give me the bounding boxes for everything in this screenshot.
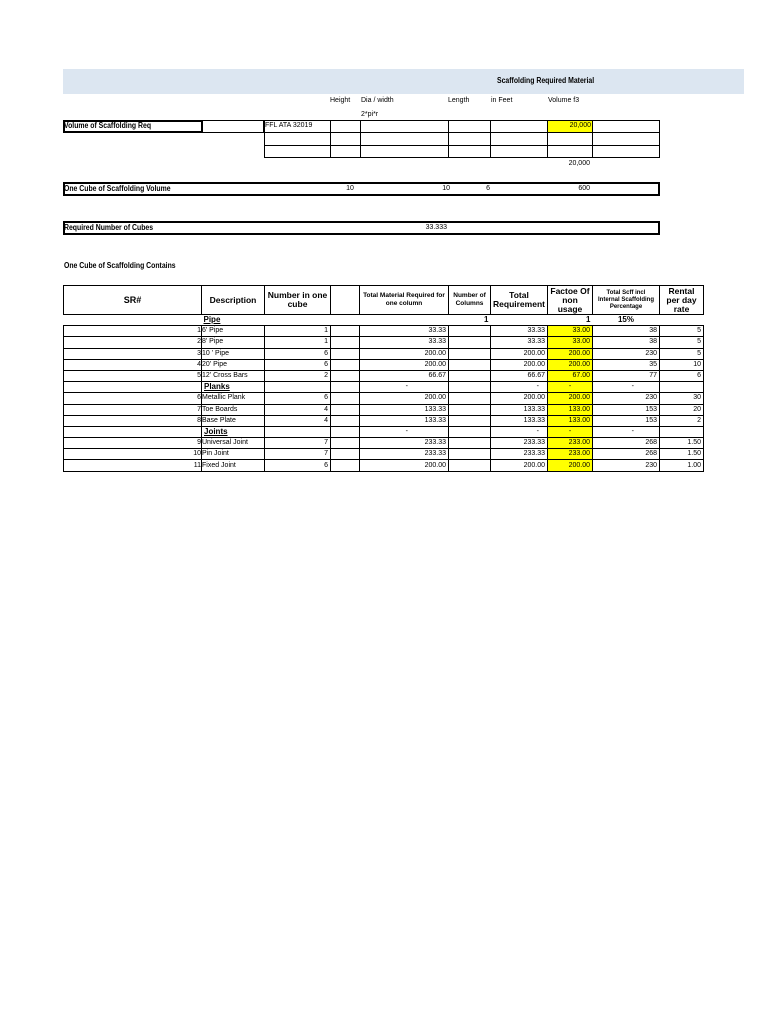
blank-cell <box>490 132 548 146</box>
header-total-requirement: Total Requirement <box>491 286 548 315</box>
table-row <box>64 449 704 460</box>
columns-cell <box>449 449 491 460</box>
header-total-material: Total Material Required for one column <box>360 286 449 315</box>
blank-cell <box>448 145 491 158</box>
section-cell <box>491 315 548 326</box>
blank-cell <box>330 145 361 158</box>
total-cell: 133.33 <box>491 404 548 415</box>
columns-cell <box>449 337 491 348</box>
material-cell: 200.00 <box>360 359 449 370</box>
rental-cell: 5 <box>660 348 704 359</box>
dash-cell: - <box>491 382 548 393</box>
blank-cell <box>547 145 593 158</box>
section-cell <box>660 382 704 393</box>
section-cell <box>265 382 331 393</box>
number-cell: 7 <box>265 438 331 449</box>
section-cell <box>449 382 491 393</box>
header-number-in-cube: Number in one cube <box>265 286 331 315</box>
cube-height: 10 <box>346 185 354 192</box>
columns-cell <box>449 348 491 359</box>
dash-cell: - <box>548 426 593 437</box>
blank-cell <box>331 449 360 460</box>
section-cell <box>331 382 360 393</box>
sr-cell: 1 <box>64 326 202 337</box>
rental-cell: 5 <box>660 326 704 337</box>
blank-cell <box>331 404 360 415</box>
scff-cell: 38 <box>593 326 660 337</box>
cubes-value: 33.333 <box>425 224 447 231</box>
rental-cell: 5 <box>660 337 704 348</box>
section-cell <box>64 315 202 326</box>
dash-cell: - <box>548 382 593 393</box>
blank-cell <box>264 132 331 146</box>
table-row <box>64 359 704 370</box>
rental-cell: 1.00 <box>660 460 704 471</box>
dash-cell: - <box>360 382 449 393</box>
total-cell: 33.33 <box>491 337 548 348</box>
blank-cell <box>490 145 548 158</box>
col-height-label: Height <box>330 97 351 104</box>
blank-cell <box>360 132 449 146</box>
total-cell: 200.00 <box>491 359 548 370</box>
section-name: Pipe <box>202 315 265 326</box>
total-cell: 200.00 <box>491 460 548 471</box>
section-percent: 15% <box>593 315 660 326</box>
material-cell: 200.00 <box>360 393 449 404</box>
scff-cell: 268 <box>593 438 660 449</box>
header-description: Description <box>202 286 265 315</box>
col-dia-sub-label: 2*pi*r <box>361 111 379 118</box>
page-title: Scaffolding Required Material <box>497 76 595 85</box>
factor-cell: 233.00 <box>548 438 593 449</box>
blank-cell <box>360 145 449 158</box>
section-cell <box>265 315 331 326</box>
table-row <box>64 393 704 404</box>
scff-cell: 153 <box>593 404 660 415</box>
total-cell: 233.33 <box>491 449 548 460</box>
table-row <box>64 348 704 359</box>
materials-table <box>63 285 704 472</box>
material-cell: 200.00 <box>360 460 449 471</box>
section-cell <box>265 426 331 437</box>
section-row <box>64 426 704 437</box>
scff-cell: 230 <box>593 348 660 359</box>
description-cell: Toe Boards <box>202 404 265 415</box>
number-cell: 1 <box>265 337 331 348</box>
sr-cell: 7 <box>64 404 202 415</box>
factor-cell: 133.00 <box>548 415 593 426</box>
blank-cell <box>331 393 360 404</box>
rental-cell: 1.50 <box>660 438 704 449</box>
columns-cell <box>449 393 491 404</box>
blank-cell <box>331 348 360 359</box>
material-cell: 133.33 <box>360 404 449 415</box>
sr-cell: 10 <box>64 449 202 460</box>
cube-length: 6 <box>486 185 490 192</box>
scff-cell: 230 <box>593 393 660 404</box>
number-cell: 2 <box>265 370 331 381</box>
volume-total: 20,000 <box>568 160 590 167</box>
material-cell: 33.33 <box>360 337 449 348</box>
material-cell: 33.33 <box>360 326 449 337</box>
description-cell: 10 ' Pipe <box>202 348 265 359</box>
number-cell: 6 <box>265 460 331 471</box>
number-cell: 6 <box>265 348 331 359</box>
description-cell: Pin Joint <box>202 449 265 460</box>
table-row <box>64 337 704 348</box>
section-cell <box>331 426 360 437</box>
volume-ref: FFL ATA 32019 <box>265 122 313 129</box>
columns-cell <box>449 359 491 370</box>
description-cell: Fixed Joint <box>202 460 265 471</box>
number-cell: 6 <box>265 359 331 370</box>
dash-cell: - <box>593 382 660 393</box>
description-cell: 8' Pipe <box>202 337 265 348</box>
cube-volume: 600 <box>578 185 590 192</box>
section-factor: 1 <box>548 315 593 326</box>
columns-cell <box>449 404 491 415</box>
col-volume-label: Volume f3 <box>548 97 580 104</box>
sr-cell: 2 <box>64 337 202 348</box>
header-sr: SR# <box>64 286 202 315</box>
blank-cell <box>331 438 360 449</box>
dash-cell: - <box>491 426 548 437</box>
factor-cell: 200.00 <box>548 460 593 471</box>
col-dia-label: Dia / width <box>361 97 394 104</box>
total-cell: 200.00 <box>491 393 548 404</box>
number-cell: 6 <box>265 393 331 404</box>
blank-cell <box>331 460 360 471</box>
volume-blank-cell <box>202 120 264 133</box>
section-name: Joints <box>202 426 265 437</box>
dash-cell: - <box>360 426 449 437</box>
blank-cell <box>592 132 660 146</box>
section-cell <box>360 315 449 326</box>
section-row <box>64 382 704 393</box>
factor-cell: 133.00 <box>548 404 593 415</box>
columns-cell <box>449 415 491 426</box>
blank-cell <box>331 326 360 337</box>
sr-cell: 9 <box>64 438 202 449</box>
title-band <box>63 69 744 94</box>
header-blank <box>331 286 360 315</box>
columns-cell <box>449 460 491 471</box>
scff-cell: 153 <box>593 415 660 426</box>
sr-cell: 4 <box>64 359 202 370</box>
description-cell: 6' Pipe <box>202 326 265 337</box>
blank-cell <box>547 132 593 146</box>
number-cell: 4 <box>265 404 331 415</box>
section-cell <box>331 315 360 326</box>
description-cell: Universal Joint <box>202 438 265 449</box>
rental-cell: 10 <box>660 359 704 370</box>
description-cell: 12' Cross Bars <box>202 370 265 381</box>
factor-cell: 67.00 <box>548 370 593 381</box>
rental-cell: 30 <box>660 393 704 404</box>
header-rental: Rental per day rate <box>660 286 704 315</box>
columns-cell <box>449 438 491 449</box>
scff-cell: 35 <box>593 359 660 370</box>
cubes-label: Required Number of Cubes <box>64 223 154 232</box>
scff-cell: 230 <box>593 460 660 471</box>
scff-cell: 268 <box>593 449 660 460</box>
cube-volume-label: One Cube of Scaffolding Volume <box>64 184 171 193</box>
total-cell: 133.33 <box>491 415 548 426</box>
description-cell: Base Plate <box>202 415 265 426</box>
blank-cell <box>592 145 660 158</box>
header-total-scff: Total Scff incl Internal Scaffolding Percentage <box>593 286 660 315</box>
factor-cell: 200.00 <box>548 393 593 404</box>
section-cell <box>64 382 202 393</box>
material-cell: 66.67 <box>360 370 449 381</box>
contains-title: One Cube of Scaffolding Contains <box>64 261 176 270</box>
blank-cell <box>331 415 360 426</box>
number-cell: 1 <box>265 326 331 337</box>
sr-cell: 6 <box>64 393 202 404</box>
table-row <box>64 415 704 426</box>
header-columns: Number of Columns <box>449 286 491 315</box>
table-header-row <box>64 286 704 315</box>
blank-cell <box>331 370 360 381</box>
sr-cell: 3 <box>64 348 202 359</box>
factor-cell: 200.00 <box>548 348 593 359</box>
factor-cell: 200.00 <box>548 359 593 370</box>
factor-cell: 33.00 <box>548 337 593 348</box>
section-cell <box>660 315 704 326</box>
col-infeet-label: in Feet <box>491 97 513 104</box>
table-row <box>64 438 704 449</box>
material-cell: 200.00 <box>360 348 449 359</box>
material-cell: 133.33 <box>360 415 449 426</box>
description-cell: 20' Pipe <box>202 359 265 370</box>
table-row <box>64 404 704 415</box>
columns-cell <box>449 370 491 381</box>
total-cell: 33.33 <box>491 326 548 337</box>
blank-cell <box>330 132 361 146</box>
section-columns: 1 <box>449 315 491 326</box>
blank-cell <box>331 337 360 348</box>
table-body <box>64 315 704 472</box>
volume-value: 20,000 <box>569 122 591 129</box>
sr-cell: 8 <box>64 415 202 426</box>
description-cell: Metallic Plank <box>202 393 265 404</box>
section-name: Planks <box>202 382 265 393</box>
total-cell: 200.00 <box>491 348 548 359</box>
table-row <box>64 460 704 471</box>
sr-cell: 11 <box>64 460 202 471</box>
scff-cell: 77 <box>593 370 660 381</box>
rental-cell: 20 <box>660 404 704 415</box>
blank-cell <box>264 145 331 158</box>
section-cell <box>449 426 491 437</box>
dash-cell: - <box>593 426 660 437</box>
factor-cell: 33.00 <box>548 326 593 337</box>
col-length-label: Length <box>448 97 470 104</box>
section-row <box>64 315 704 326</box>
rental-cell: 2 <box>660 415 704 426</box>
columns-cell <box>449 326 491 337</box>
material-cell: 233.33 <box>360 449 449 460</box>
scff-cell: 38 <box>593 337 660 348</box>
rental-cell: 1.50 <box>660 449 704 460</box>
section-cell <box>64 426 202 437</box>
number-cell: 7 <box>265 449 331 460</box>
blank-cell <box>331 359 360 370</box>
section-cell <box>660 426 704 437</box>
blank-cell <box>448 132 491 146</box>
total-cell: 233.33 <box>491 438 548 449</box>
header-factor: Factoe Of non usage <box>548 286 593 315</box>
factor-cell: 233.00 <box>548 449 593 460</box>
total-cell: 66.67 <box>491 370 548 381</box>
cube-dia: 10 <box>442 185 450 192</box>
volume-label: Volume of Scaffolding Req <box>64 121 152 130</box>
rental-cell: 6 <box>660 370 704 381</box>
table-row <box>64 370 704 381</box>
table-row <box>64 326 704 337</box>
sr-cell: 5 <box>64 370 202 381</box>
number-cell: 4 <box>265 415 331 426</box>
material-cell: 233.33 <box>360 438 449 449</box>
